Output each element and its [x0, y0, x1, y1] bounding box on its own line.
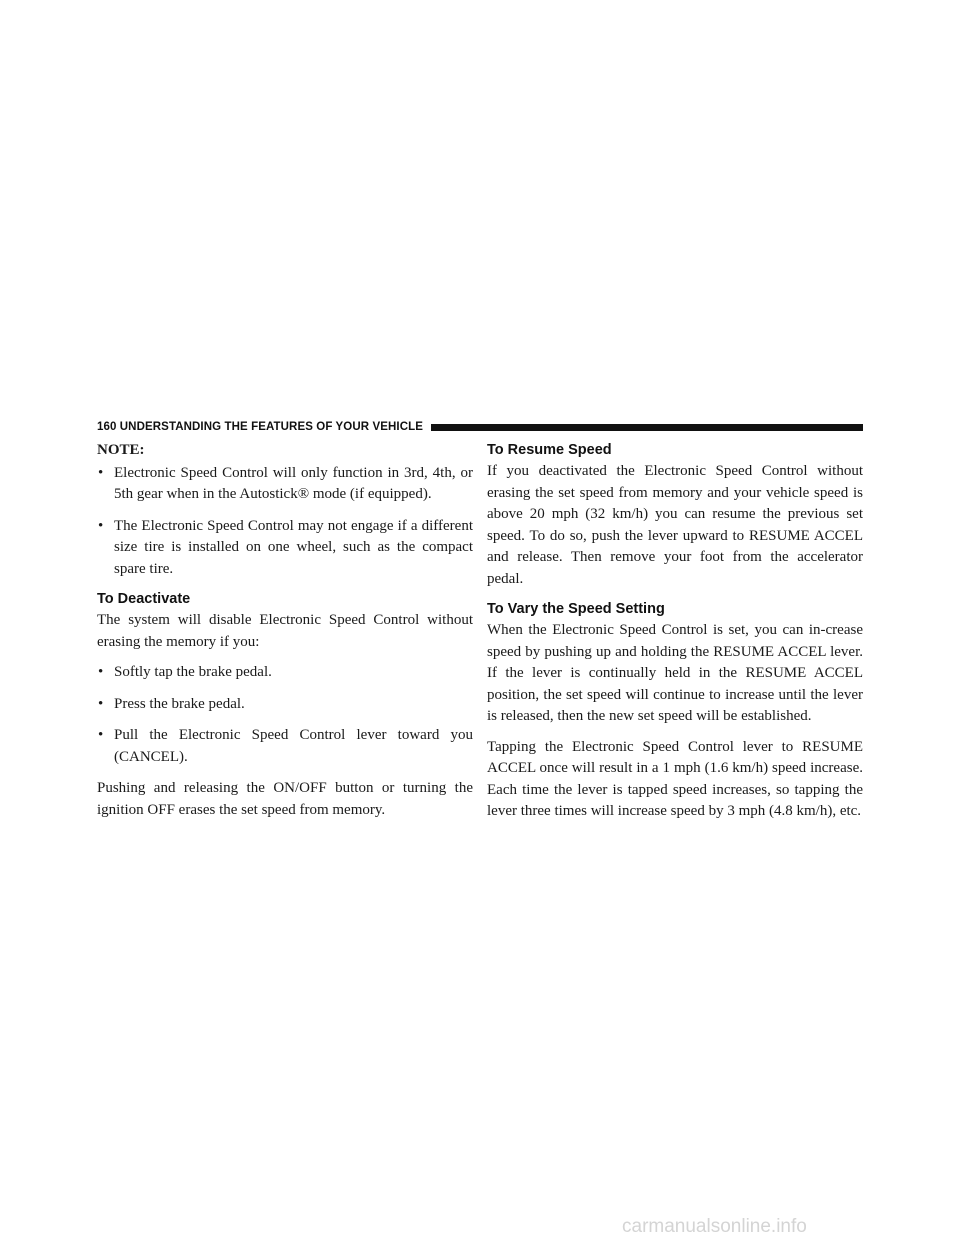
- bullet-icon: •: [98, 695, 104, 712]
- bullet-icon: •: [98, 727, 104, 743]
- deactivate-intro: The system will disable Electronic Speed Control without erasing the memory if you:: [97, 612, 473, 650]
- deactivate-item: [97, 662, 473, 684]
- resume-body: If you deactivated the Electronic Speed Control without erasing the set speed from memory and your vehicle speed is above 20 mph (32 km/h) you can resume the previous set speed. To do so, push the lever upward to RESUME ACCEL and release. Then remove your foot from the accelerator pedal.: [487, 463, 863, 587]
- section-heading-resume: To Resume Speed: [487, 442, 612, 458]
- vary-body-2: Tapping the Electronic Speed Control lever to RESUME ACCEL once will result in a 1 mph (1.6 km/h) speed increase. Each time the lever is tapped speed increases, so tapping the lever three times will increase speed by 3 mph (4.8 km/h), etc.: [487, 738, 863, 819]
- note-label: NOTE:: [97, 442, 145, 458]
- left-column: [97, 440, 473, 830]
- section-heading-vary: To Vary the Speed Setting: [487, 601, 665, 617]
- note-item-text: Electronic Speed Control will only function in 3rd, 4th, or 5th gear when in the Autostick® mode (if equipped).: [114, 464, 473, 502]
- deactivate-outro: Pushing and releasing the ON/OFF button or turning the ignition OFF erases the set speed from memory.: [97, 780, 473, 818]
- deactivate-item: [97, 694, 473, 716]
- watermark: carmanualsonline.info: [622, 1216, 807, 1237]
- vary-body-1: When the Electronic Speed Control is set, you can in-crease speed by pushing up and holding the RESUME ACCEL lever. If the lever is continually held in the RESUME ACCEL position, the set speed will continue to increase until the lever is released, then the new set speed will be established.: [487, 622, 863, 724]
- deactivate-item: [97, 725, 473, 768]
- section-heading-deactivate: To Deactivate: [97, 591, 191, 607]
- note-list: [97, 463, 473, 581]
- page-header-text: 160 UNDERSTANDING THE FEATURES OF YOUR VEHICLE: [97, 421, 423, 433]
- deactivate-list: [97, 662, 473, 768]
- page-header: [97, 418, 863, 436]
- bullet-icon: •: [98, 517, 104, 534]
- note-item: [97, 516, 473, 581]
- deactivate-item-text: Pull the Electronic Speed Control lever toward you (CANCEL).: [114, 727, 473, 765]
- deactivate-item-text: Softly tap the brake pedal.: [114, 664, 272, 680]
- header-rule: [431, 424, 863, 431]
- bullet-icon: •: [98, 664, 104, 680]
- note-item: [97, 463, 473, 506]
- right-column: [487, 440, 863, 832]
- bullet-icon: •: [98, 464, 104, 481]
- note-item-text: The Electronic Speed Control may not engage if a different size tire is installed on one wheel, such as the compact spare tire.: [114, 517, 473, 577]
- deactivate-item-text: Press the brake pedal.: [114, 695, 245, 712]
